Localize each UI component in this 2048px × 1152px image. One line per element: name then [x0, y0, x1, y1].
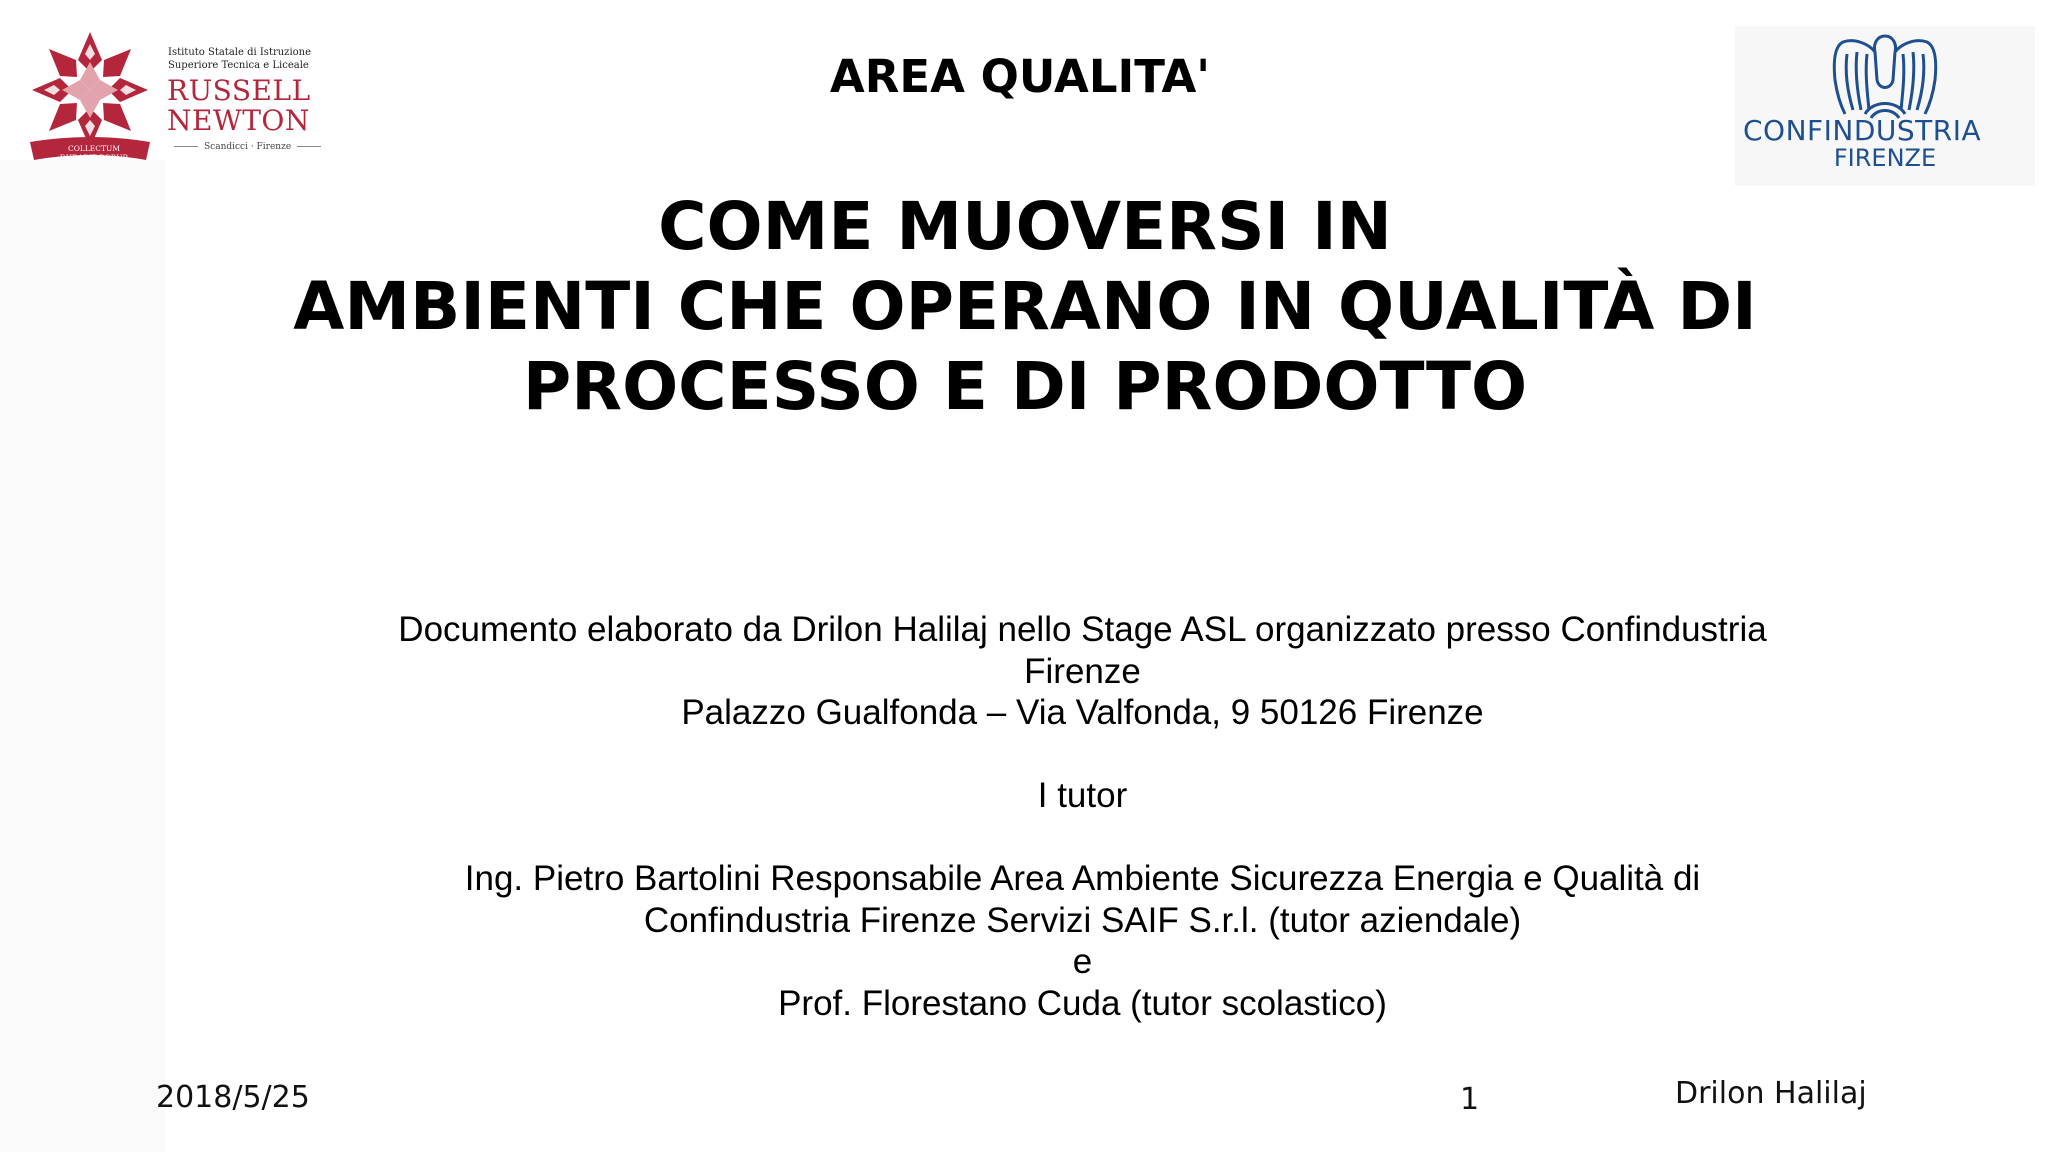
left-shade	[0, 160, 165, 1152]
school-type-line2: Superiore Tecnica e Liceale	[168, 60, 309, 71]
confindustria-city: FIRENZE	[1833, 144, 1937, 172]
credits-line: Prof. Florestano Cuda (tutor scolastico)	[778, 983, 1387, 1023]
credits-line: Firenze	[1024, 651, 1141, 691]
school-location: Scandicci · Firenze	[168, 142, 327, 152]
main-title-line: PROCESSO E DI PRODOTTO	[522, 348, 1528, 425]
eagle-emblem-icon	[1825, 30, 1945, 120]
area-title: AREA QUALITA'	[829, 50, 1211, 103]
credits-spacer	[300, 817, 1865, 859]
school-motto-line2: DURABIT ROBUR	[59, 153, 129, 162]
footer-page-number: 1	[1460, 1082, 1480, 1117]
footer-date: 2018/5/25	[156, 1080, 310, 1115]
footer-author: Drilon Halilaj	[1675, 1076, 1867, 1111]
school-name-line2: NEWTON	[167, 104, 310, 137]
credits-line: Confindustria Firenze Servizi SAIF S.r.l. (tutor aziendale)	[643, 900, 1522, 940]
school-motto	[34, 144, 154, 162]
school-logo	[28, 26, 328, 168]
credits-spacer	[300, 734, 1865, 776]
school-motto-line1: COLLECTUM	[67, 144, 121, 153]
main-title-line: AMBIENTI CHE OPERANO IN QUALITÀ DI	[293, 268, 1757, 345]
credits-line: Ing. Pietro Bartolini Responsabile Area Ambiente Sicurezza Energia e Qualità di	[464, 859, 1701, 898]
school-name-line1: RUSSELL	[167, 74, 311, 107]
credits-line: I tutor	[1037, 776, 1128, 815]
main-title	[160, 187, 1890, 427]
credits-line: Palazzo Gualfonda – Via Valfonda, 9 50126 Firenze	[681, 693, 1484, 732]
school-type-line1: Istituto Statale di Istruzione	[168, 47, 312, 58]
main-title-line: COME MUOVERSI IN	[658, 188, 1392, 265]
credits-line: e	[1072, 942, 1093, 981]
confindustria-name: CONFINDUSTRIA	[1743, 114, 1982, 147]
confindustria-logo	[1735, 26, 2035, 186]
credits-line: Documento elaborato da Drilon Halilaj nello Stage ASL organizzato presso Confindustria	[398, 610, 1767, 649]
document-credits	[300, 609, 1865, 1024]
